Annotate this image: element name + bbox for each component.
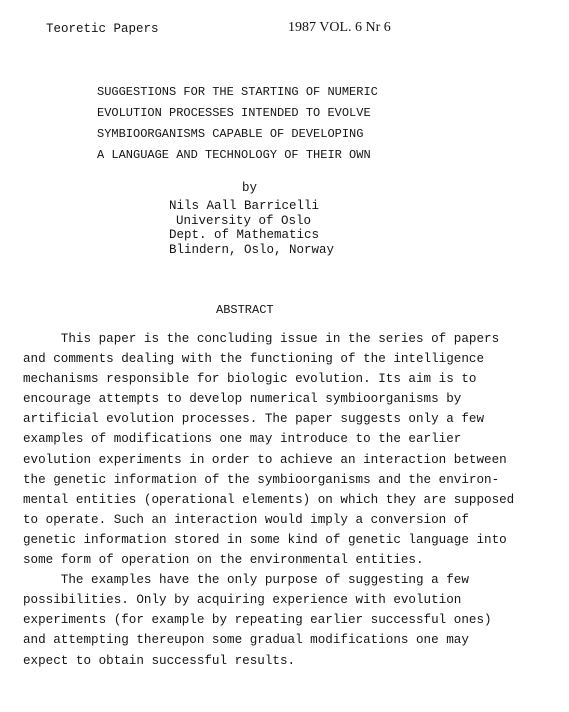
abstract-line: encourage attempts to develop numerical symbioorganisms by	[23, 392, 462, 407]
abstract-line: the genetic information of the symbioorganisms and the environ-	[23, 472, 500, 487]
author-name: Nils Aall Barricelli	[169, 199, 320, 213]
abstract-line: The examples have the only purpose of suggesting a few	[23, 573, 469, 588]
abstract-line: artificial evolution processes. The paper suggests only a few	[23, 412, 485, 427]
author-location: Blindern, Oslo, Norway	[169, 242, 335, 257]
abstract-line: possibilities. Only by acquiring experience with evolution	[23, 593, 462, 608]
paper-title	[97, 82, 378, 166]
by-label: by	[242, 181, 258, 195]
abstract-line: genetic information stored in some kind of genetic language into	[23, 532, 507, 547]
abstract-line: some form of operation on the environmental entities.	[23, 553, 424, 568]
abstract-line: mental entities (operational elements) on which they are supposed	[23, 492, 515, 507]
abstract-line: to operate. Such an interaction would imply a conversion of	[23, 512, 469, 527]
author-block	[169, 199, 334, 257]
abstract-body	[23, 329, 514, 671]
title-line: SUGGESTIONS FOR THE STARTING OF NUMERIC	[97, 85, 378, 99]
title-line: SYMBIOORGANISMS CAPABLE OF DEVELOPING	[97, 127, 364, 141]
author-institution: University of Oslo	[176, 213, 312, 228]
title-line: EVOLUTION PROCESSES INTENDED TO EVOLVE	[97, 106, 371, 120]
author-department: Dept. of Mathematics	[169, 228, 320, 243]
abstract-line: examples of modifications one may introduce to the earlier	[23, 432, 462, 447]
abstract-line: expect to obtain successful results.	[23, 653, 296, 668]
abstract-line: experiments (for example by repeating earlier successful ones)	[23, 613, 492, 628]
abstract-heading: ABSTRACT	[216, 303, 274, 317]
abstract-line: mechanisms responsible for biologic evolution. Its aim is to	[23, 372, 477, 387]
abstract-line: evolution experiments in order to achieve an interaction between	[23, 452, 507, 467]
abstract-line: and attempting thereupon some gradual modifications one may	[23, 633, 469, 648]
issue-info: 1987 VOL. 6 Nr 6	[288, 20, 391, 35]
abstract-line: and comments dealing with the functioning of the intelligence	[23, 352, 485, 367]
title-line: A LANGUAGE AND TECHNOLOGY OF THEIR OWN	[97, 148, 371, 162]
journal-name: Teoretic Papers	[46, 22, 159, 36]
abstract-line: This paper is the concluding issue in the series of papers	[23, 332, 500, 346]
